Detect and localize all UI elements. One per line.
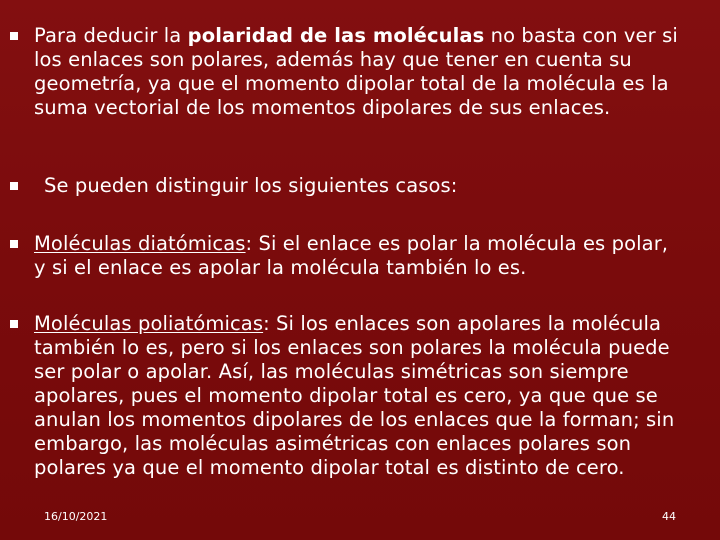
square-bullet-icon — [10, 320, 18, 328]
square-bullet-icon — [10, 240, 18, 248]
bold-term: polaridad de las moléculas — [187, 24, 485, 47]
bullet-text — [34, 232, 684, 280]
text-segment: Para deducir la — [34, 24, 188, 47]
text-segment: Se pueden distinguir los siguientes casos: — [44, 174, 458, 197]
square-bullet-icon — [10, 32, 18, 40]
bullet-text — [34, 24, 684, 120]
text-segment: no basta con ver si los enlaces son polares, además hay que tener en cuenta su geometría, ya que el momento dipolar total de la molécula es la suma vectorial de los momentos dipolares de sus enlaces. — [34, 24, 678, 119]
bullet-text — [34, 312, 684, 480]
square-bullet-icon — [10, 182, 18, 190]
footer-date: 16/10/2021 — [44, 510, 108, 523]
bullet-text — [44, 174, 694, 198]
text-segment: : Si los enlaces son apolares la molécula también lo es, pero si los enlaces son polares la molécula puede ser polar o apolar. Así, las moléculas simétricas son siempre apolares, pues el momento dipolar total es cero, ya que que se anulan los momentos dipolares de los enlaces que la forman; sin embargo, las moléculas asimétricas con enlaces polares son polares ya que el momento dipolar total es distinto de cero. — [34, 312, 675, 479]
page-number: 44 — [662, 510, 676, 523]
text-segment: : Si el enlace es polar la molécula es polar, y si el enlace es apolar la molécula también lo es. — [34, 232, 669, 279]
underlined-term: Moléculas diatómicas — [34, 232, 246, 255]
underlined-term: Moléculas poliatómicas — [34, 312, 264, 335]
